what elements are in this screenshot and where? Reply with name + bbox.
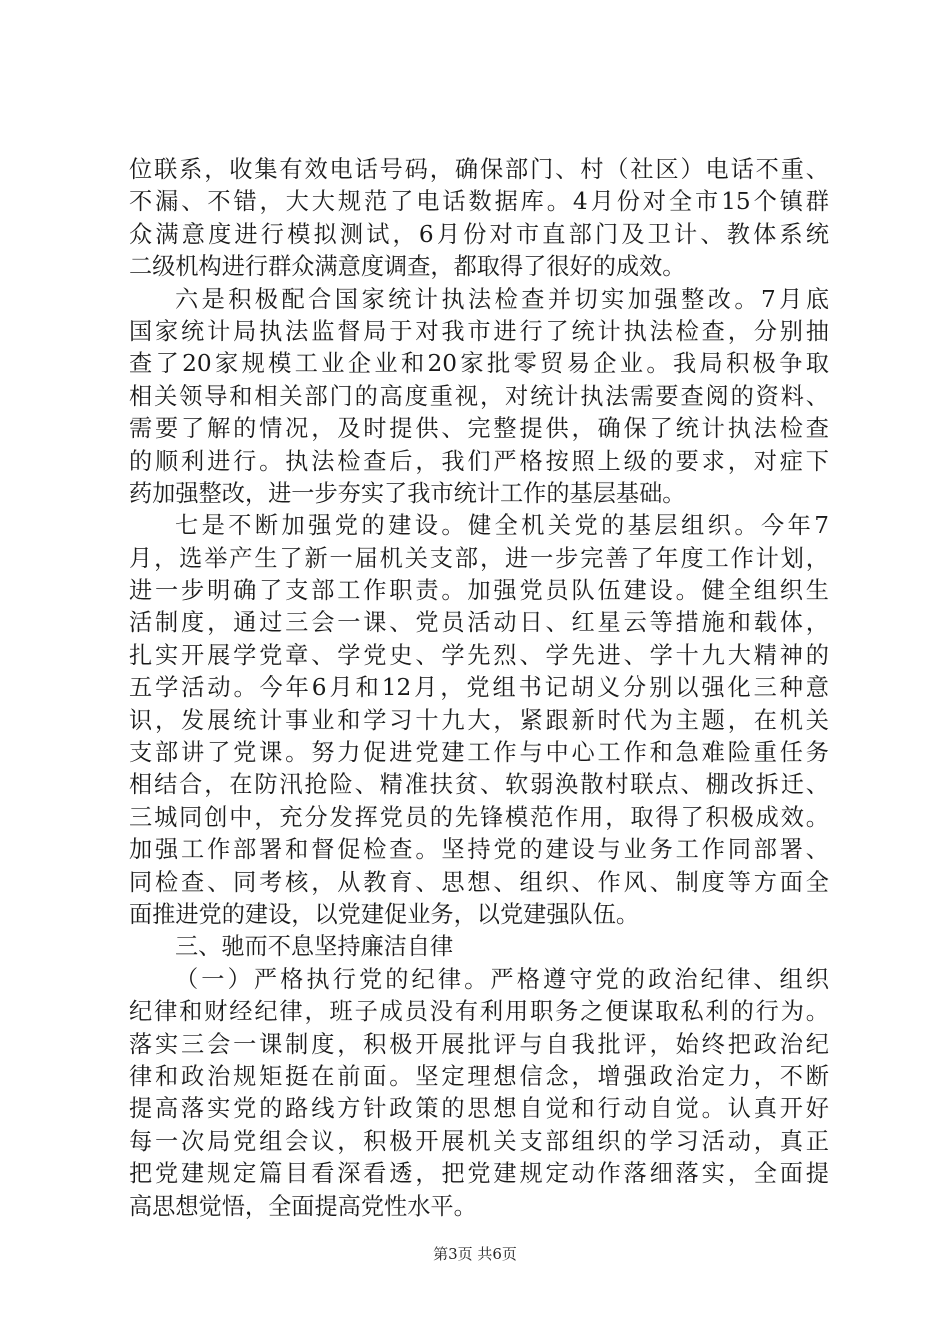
text-line: 月，选举产生了新一届机关支部，进一步完善了年度工作计划， (129, 544, 829, 572)
text-line: 查了20家规模工业企业和20家批零贸易企业。我局积极争取 (129, 350, 829, 378)
text-line: 识，发展统计事业和学习十九大，紧跟新时代为主题，在机关 (129, 706, 829, 734)
text-line: 同检查、同考核，从教育、思想、组织、作风、制度等方面全 (129, 868, 829, 896)
text-line: 落实三会一课制度，积极开展批评与自我批评，始终把政治纪 (129, 1030, 829, 1058)
paragraph-start-line: （一）严格执行党的纪律。严格遵守党的政治纪律、组织 (175, 965, 829, 993)
text-line: 五学活动。今年6月和12月，党组书记胡义分别以强化三种意 (129, 674, 829, 702)
page-number: 第3页 共6页 (433, 1245, 517, 1263)
text-line: 国家统计局执法监督局于对我市进行了统计执法检查，分别抽 (129, 317, 829, 345)
text-line: 不漏、不错，大大规范了电话数据库。4月份对全市15个镇群 (129, 188, 829, 216)
section-heading: 三、驰而不息坚持廉洁自律 (175, 933, 454, 961)
paragraph-start-line: 七是不断加强党的建设。健全机关党的基层组织。今年7 (175, 512, 829, 540)
text-line: 把党建规定篇目看深看透，把党建规定动作落细落实，全面提 (129, 1160, 829, 1188)
text-line: 三城同创中，充分发挥党员的先锋模范作用，取得了积极成效。 (129, 803, 829, 831)
text-line: 面推进党的建设，以党建促业务，以党建强队伍。 (129, 900, 640, 928)
text-line: 需要了解的情况，及时提供、完整提供，确保了统计执法检查 (129, 415, 829, 443)
text-line: 进一步明确了支部工作职责。加强党员队伍建设。健全组织生 (129, 577, 829, 605)
text-line: 药加强整改，进一步夯实了我市统计工作的基层基础。 (129, 479, 686, 507)
text-line: 的顺利进行。执法检查后，我们严格按照上级的要求，对症下 (129, 447, 829, 475)
text-line: 活制度，通过三会一课、党员活动日、红星云等措施和载体， (129, 609, 829, 637)
text-line: 高思想觉悟，全面提高党性水平。 (129, 1192, 477, 1220)
text-line: 众满意度进行模拟测试，6月份对市直部门及卫计、教体系统 (129, 220, 829, 248)
text-line: 律和政治规矩挺在前面。坚定理想信念，增强政治定力，不断 (129, 1062, 829, 1090)
paragraph-start-line: 六是积极配合国家统计执法检查并切实加强整改。7月底 (175, 285, 829, 313)
text-line: 相结合，在防汛抢险、精准扶贫、软弱涣散村联点、棚改拆迁、 (129, 771, 829, 799)
body-text (129, 154, 829, 1223)
text-line: 加强工作部署和督促检查。坚持党的建设与业务工作同部署、 (129, 836, 829, 864)
text-line: 位联系，收集有效电话号码，确保部门、村（社区）电话不重、 (129, 156, 829, 183)
page-footer (0, 1244, 950, 1264)
text-line: 每一次局党组会议，积极开展机关支部组织的学习活动，真正 (129, 1127, 829, 1155)
text-line: 扎实开展学党章、学党史、学先烈、学先进、学十九大精神的 (129, 641, 829, 669)
text-line: 提高落实党的路线方针政策的思想自觉和行动自觉。认真开好 (129, 1095, 829, 1123)
text-line: 纪律和财经纪律，班子成员没有利用职务之便谋取私利的行为。 (129, 998, 829, 1026)
text-line: 支部讲了党课。努力促进党建工作与中心工作和急难险重任务 (129, 739, 829, 767)
text-line: 相关领导和相关部门的高度重视，对统计执法需要查阅的资料、 (129, 382, 829, 410)
text-line: 二级机构进行群众满意度调查，都取得了很好的成效。 (129, 253, 686, 281)
